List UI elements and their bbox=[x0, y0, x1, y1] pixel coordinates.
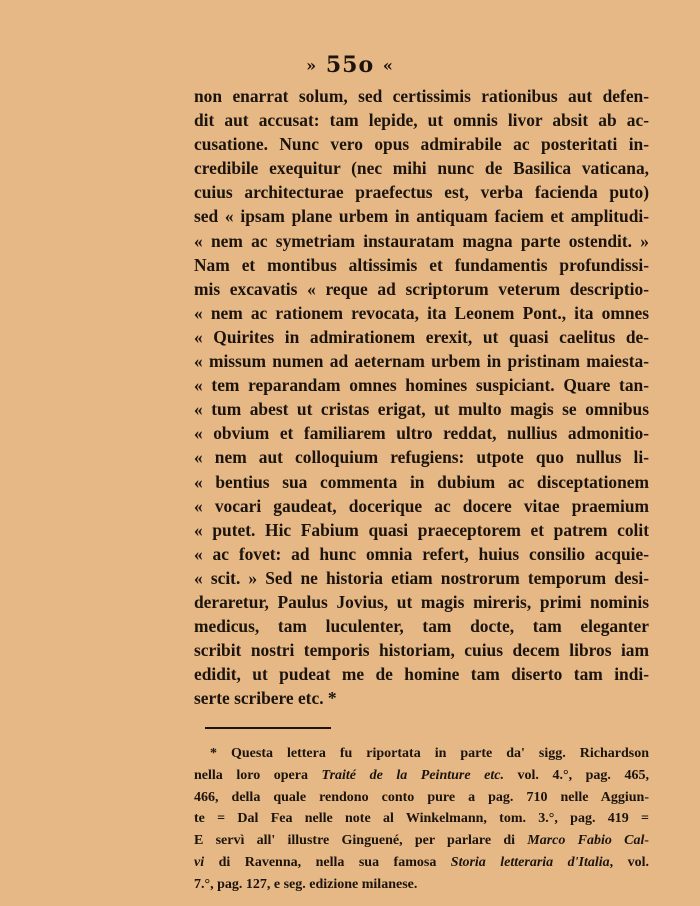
text-line: « nem ac symetriam instauratam magna parte ostendit. » bbox=[194, 230, 649, 251]
text-line: edidit, ut pudeat me de homine tam diserto tam indi- bbox=[194, 664, 649, 685]
text-line: mis excavatis « reque ad scriptorum veterum descriptio- bbox=[194, 278, 649, 299]
text-line: « ac fovet: ad hunc omnia refert, huius consilio acquie- bbox=[194, 543, 649, 564]
footnote-line: vi di Ravenna, nella sua famosa Storia letteraria d'Italia, vol. bbox=[194, 854, 650, 870]
text-line: serte scribere etc. * bbox=[194, 688, 337, 709]
text-line: Nam et montibus altissimis et fundamentis profundissi- bbox=[194, 254, 649, 275]
text-line: deraretur, Paulus Jovius, ut magis mireris, primi nominis bbox=[194, 591, 649, 612]
footnote-separator bbox=[205, 727, 331, 729]
footnote-line: 466, della quale rendono conto pure a pag. 710 nelle Aggiun- bbox=[194, 789, 649, 805]
text-line: scribit nostri temporis historiam, cuius decem libros iam bbox=[194, 640, 649, 661]
text-line: non enarrat solum, sed certissimis rationibus aut defen- bbox=[194, 86, 649, 106]
left-ornament: » bbox=[306, 56, 318, 75]
right-ornament: « bbox=[382, 56, 394, 75]
text-line: « nem aut colloquium refugiens: utpote quo nullus li- bbox=[194, 447, 649, 468]
footnote-name-italic: Marco Fabio Cal- bbox=[527, 833, 650, 849]
text-line: « tem reparandam omnes homines suspiciant. Quare tan- bbox=[194, 375, 649, 396]
footnote bbox=[194, 743, 649, 896]
text-line: « obvium et familiarem ultro reddat, nullius admonitio- bbox=[194, 423, 649, 444]
footnote-title-italic: Traité de la Peinture etc. bbox=[321, 767, 504, 783]
footnote-line: * Questa lettera fu riportata in parte da' sigg. Richardson bbox=[210, 746, 649, 761]
text-line: cuius architecturae praefectus est, verba facienda puto) bbox=[194, 182, 649, 203]
footnote-line: E servì all' illustre Ginguené, per parlare di Marco Fabio Cal- bbox=[194, 833, 650, 849]
text-line: « vocari gaudeat, docerique ac docere vitae praemium bbox=[194, 495, 649, 516]
text-line: « nem ac rationem revocata, ita Leonem Pont., ita omnes bbox=[194, 302, 649, 323]
footnote-line: nella loro opera Traité de la Peinture etc. vol. 4.°, pag. 465, bbox=[194, 767, 649, 783]
text-line: « bentius sua commenta in dubium ac disceptationem bbox=[194, 471, 649, 492]
text-line: « scit. » Sed ne historia etiam nostrorum temporum desi- bbox=[194, 567, 649, 588]
text-line: « putet. Hic Fabium quasi praeceptorem et patrem colit bbox=[194, 519, 649, 540]
text-line: credibile exequitur (nec mihi nunc de Basilica vaticana, bbox=[194, 158, 649, 179]
text-line: cusatione. Nunc vero opus admirabile ac posteritati in- bbox=[194, 134, 649, 155]
main-text bbox=[194, 84, 649, 710]
text-line: « tum abest ut cristas erigat, ut multo magis se omnibus bbox=[194, 399, 649, 420]
text-line: « Quirites in admirationem erexit, ut quasi caelitus de- bbox=[194, 326, 649, 347]
text-line: dit aut accusat: tam lepide, ut omnis livor absit ab ac- bbox=[194, 110, 649, 131]
page-number-value: 55o bbox=[325, 52, 375, 78]
page-number bbox=[0, 52, 700, 78]
footnote-line: 7.°, pag. 127, e seg. edizione milanese. bbox=[194, 876, 418, 892]
text-line: medicus, tam luculenter, tam docte, tam eleganter bbox=[194, 616, 649, 637]
footnote-title-italic: Storia letteraria d'Italia bbox=[450, 854, 610, 870]
footnote-line: te = Dal Fea nelle note al Winkelmann, tom. 3.°, pag. 419 = bbox=[194, 811, 649, 827]
text-line: « missum numen ad aeternam urbem in pristinam maiesta- bbox=[194, 351, 649, 372]
text-line: sed « ipsam plane urbem in antiquam faciem et amplitudi- bbox=[194, 206, 649, 227]
